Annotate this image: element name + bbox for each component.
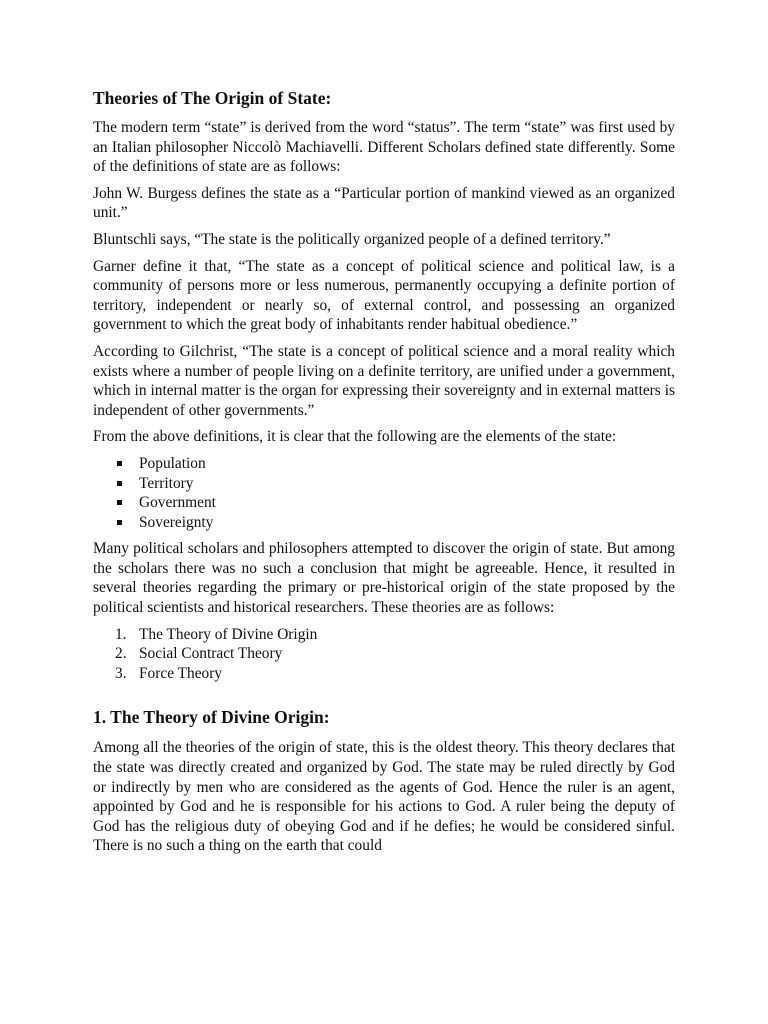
list-item-label: Social Contract Theory — [139, 645, 283, 663]
square-bullet-icon — [117, 520, 122, 525]
section-heading-divine-origin: 1. The Theory of Divine Origin: — [93, 707, 330, 728]
list-item-label: The Theory of Divine Origin — [139, 625, 318, 643]
paragraph-divine-origin: Among all the theories of the origin of state, this is the oldest theory. This theory declares that the state was directly created and organized by God. The state may be ruled directly by God or indirectly by men who are considered as the agents of God. Hence the ruler is an agent, appointed by God and he is responsible for his actions to God. A ruler being the deputy of God has the religious duty of obeying God and if he defies; he would be considered sinful. There is no such a thing on the earth that could — [93, 739, 675, 855]
square-bullet-icon — [117, 461, 122, 466]
paragraph-theories-intro: Many political scholars and philosophers attempted to discover the origin of state. But among the scholars there was no such a conclusion that might be agreeable. Hence, it resulted in several theories regarding the primary or pre-historical origin of the state proposed by the political scientists and historical researchers. These theories are as follows: — [93, 540, 675, 617]
list-item — [93, 664, 675, 684]
list-item-label: Population — [139, 454, 206, 472]
list-item — [93, 454, 675, 474]
paragraph-burgess-definition: John W. Burgess defines the state as a “Particular portion of mankind viewed as an organized unit.” — [93, 184, 675, 222]
paragraph-garner-definition: Garner define it that, “The state as a concept of political science and political law, is a community of persons more or less numerous, permanently occupying a definite portion of territory, independent or nearly so, of external control, and possessing an organized government to which the great body of inhabitants render habitual obedience.” — [93, 257, 675, 334]
list-item — [93, 474, 675, 494]
list-item-label: Territory — [139, 474, 194, 492]
list-item-number: 1. — [115, 625, 127, 643]
paragraph-gilchrist-definition: According to Gilchrist, “The state is a concept of political science and a moral reality which exists where a number of people living on a definite territory, are unified under a government, which in internal matter is the organ for expressing their sovereignty and in external matters is independent of other governments.” — [93, 342, 675, 419]
list-item-label: Force Theory — [139, 664, 223, 682]
list-item-label: Sovereignty — [139, 513, 214, 531]
list-item — [93, 644, 675, 664]
theories-list — [93, 625, 675, 684]
list-item-label: Government — [139, 494, 216, 512]
paragraph-bluntschli-definition: Bluntschli says, “The state is the politically organized people of a defined territory.” — [93, 230, 611, 248]
list-item-number: 3. — [115, 664, 127, 682]
document-title: Theories of The Origin of State: — [93, 88, 332, 108]
paragraph-elements-intro: From the above definitions, it is clear that the following are the elements of the state: — [93, 428, 617, 446]
paragraph-term-origin: The modern term “state” is derived from the word “status”. The term “state” was first used by an Italian philosopher Niccolò Machiavelli. Different Scholars defined state differently. Some of the definitions of state are as follows: — [93, 119, 675, 176]
list-item — [93, 625, 675, 645]
elements-list — [93, 454, 675, 532]
list-item — [93, 513, 675, 533]
list-item-number: 2. — [115, 645, 127, 663]
document-page — [93, 86, 675, 863]
square-bullet-icon — [117, 481, 122, 486]
square-bullet-icon — [117, 500, 122, 505]
list-item — [93, 493, 675, 513]
